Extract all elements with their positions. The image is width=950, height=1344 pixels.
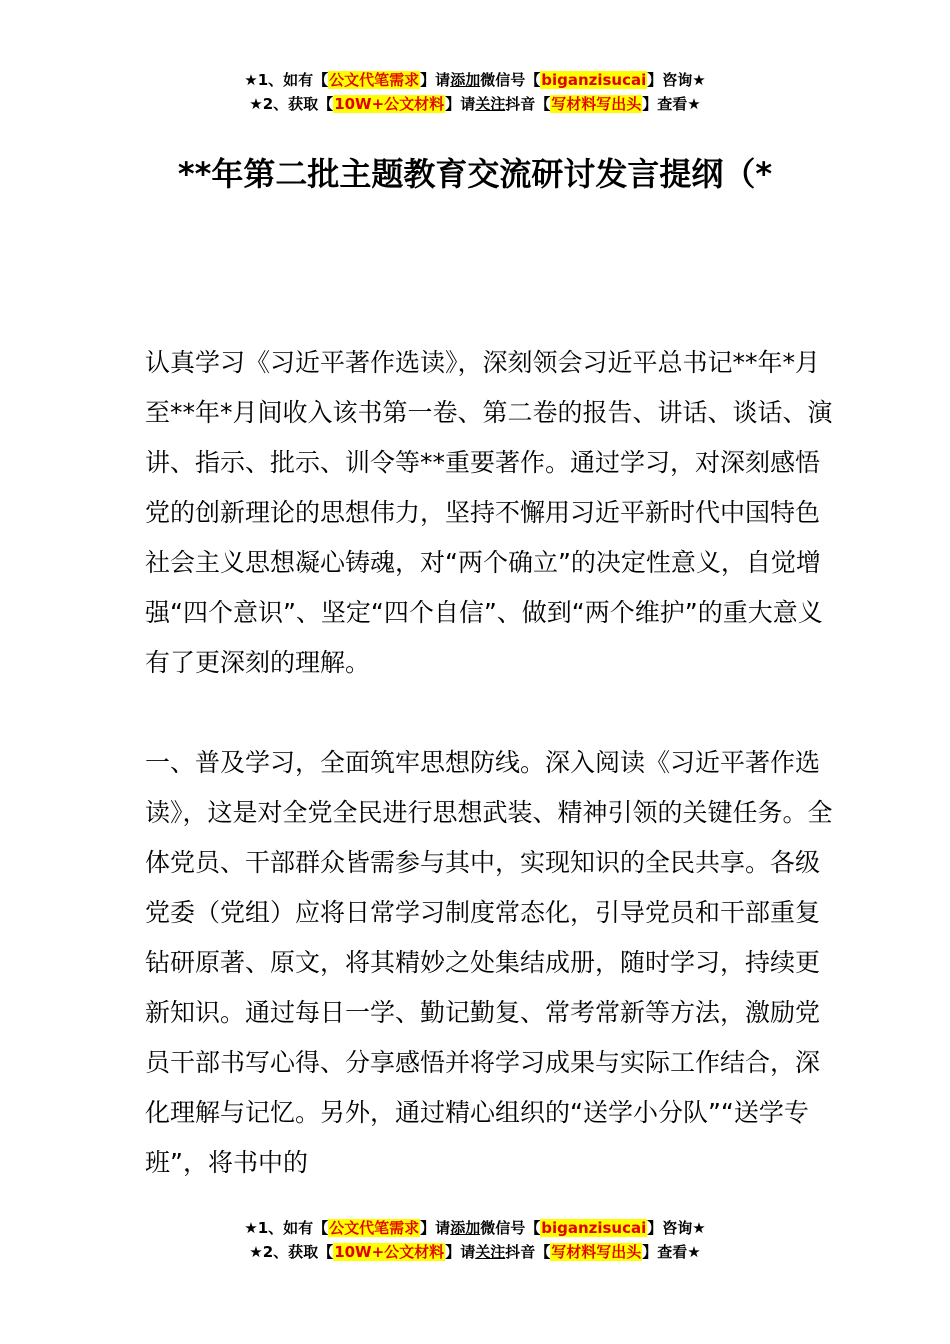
banner-highlight: biganzisucai xyxy=(541,71,647,89)
banner-text: 微信号【 xyxy=(480,71,541,89)
banner-text: ★2、获取【 xyxy=(249,1243,334,1261)
banner-underline: 添加 xyxy=(450,71,481,89)
banner-text: 】请 xyxy=(445,95,476,113)
banner-text: 】咨询★ xyxy=(647,1219,706,1237)
paragraph-section-1: 一、普及学习，全面筑牢思想防线。深入阅读《习近平著作选读》，这是对全党全民进行思想武装、精神引领的关键任务。全体党员、干部群众皆需参与其中，实现知识的全民共享。各级党委（党组）应将日常学习制度常态化，引导党员和干部重复钻研原著、原文，将其精妙之处集结成册，随时学习，持续更新知识。通过每日一学、勤记勤复、常考常新等方法，激励党员干部书写心得、分享感悟并将学习成果与实际工作结合，深化理解与记忆。另外，通过精心组织的“送学小分队”“送学专班”，将书中的 xyxy=(145,748,833,1177)
banner-highlight: 10W+公文材料 xyxy=(334,1243,445,1261)
banner-highlight: 10W+公文材料 xyxy=(334,95,445,113)
banner-text: ★1、如有【 xyxy=(244,1219,329,1237)
banner-text: 】查看★ xyxy=(642,1243,701,1261)
banner-highlight: biganzisucai xyxy=(541,1219,647,1237)
banner-line-1 xyxy=(0,1216,950,1240)
banner-text: 】咨询★ xyxy=(647,71,706,89)
banner-highlight: 公文代笔需求 xyxy=(329,71,420,89)
banner-text: 抖音【 xyxy=(505,95,551,113)
banner-text: ★2、获取【 xyxy=(249,95,334,113)
header-banner xyxy=(0,68,950,116)
banner-text: 】请 xyxy=(420,1219,451,1237)
banner-underline: 关注 xyxy=(475,95,506,113)
banner-line-1 xyxy=(0,68,950,92)
banner-line-2 xyxy=(0,92,950,116)
banner-text: 微信号【 xyxy=(480,1219,541,1237)
banner-highlight: 写材料写出头 xyxy=(551,1243,642,1261)
banner-text: 】请 xyxy=(420,71,451,89)
banner-highlight: 公文代笔需求 xyxy=(329,1219,420,1237)
banner-text: 】请 xyxy=(445,1243,476,1261)
banner-underline: 关注 xyxy=(475,1243,506,1261)
banner-highlight: 写材料写出头 xyxy=(551,95,642,113)
banner-text: 抖音【 xyxy=(505,1243,551,1261)
footer-banner xyxy=(0,1216,950,1264)
banner-text: 】查看★ xyxy=(642,95,701,113)
banner-line-2 xyxy=(0,1240,950,1264)
banner-underline: 添加 xyxy=(450,1219,481,1237)
banner-text: ★1、如有【 xyxy=(244,71,329,89)
document-title: **年第二批主题教育交流研讨发言提纲（* xyxy=(177,155,773,193)
paragraph-intro: 认真学习《习近平著作选读》，深刻领会习近平总书记**年*月至**年*月间收入该书第一卷、第二卷的报告、讲话、谈话、演讲、指示、批示、训令等**重要著作。通过学习，对深刻感悟党的创新理论的思想伟力，坚持不懈用习近平新时代中国特色社会主义思想凝心铸魂，对“两个确立”的决定性意义，自觉增强“四个意识”、坚定“四个自信”、做到“两个维护”的重大意义有了更深刻的理解。 xyxy=(145,348,833,677)
